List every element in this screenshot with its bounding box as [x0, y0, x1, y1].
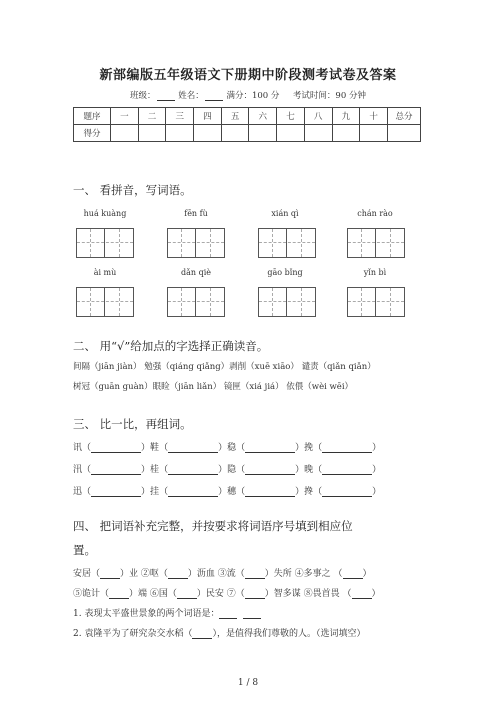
answer-blank[interactable]	[245, 589, 265, 599]
writing-grid[interactable]	[258, 287, 316, 317]
name-label: 姓名：	[178, 91, 204, 101]
idiom-line-2	[73, 586, 381, 599]
compare-char: 稳	[227, 443, 237, 453]
pinyin-label: chán rào	[357, 209, 393, 218]
score-cell[interactable]	[360, 125, 388, 142]
idiom-line-1	[73, 566, 372, 579]
reading-line-1: 间隔（jiān jiàn） 勉强（qiáng qiǎng）剥削（xuē xiāo） 谴责（qiǎn qiǎn）	[73, 362, 376, 372]
pinyin-label: huá kuàng	[83, 209, 127, 218]
section4-heading-cont: 置。	[73, 543, 96, 557]
score-header-cell: 题序	[74, 108, 111, 125]
compare-row: 迅（ ）挂（ ）穗（ ）搀（ ）	[73, 487, 382, 497]
pinyin-label: yǐn bì	[363, 268, 387, 277]
pinyin-label: ài mù	[93, 268, 117, 277]
answer-blank[interactable]	[322, 443, 372, 453]
answer-blank[interactable]	[322, 487, 372, 497]
answer-blank[interactable]	[100, 569, 120, 579]
exam-time: 考试时间：90 分钟	[292, 91, 366, 101]
question-2-text: 2. 袁隆平为了研究杂交水稻（	[73, 629, 193, 639]
idiom-text: ）沥血 ③流（	[187, 569, 245, 579]
name-blank	[205, 91, 223, 101]
answer-blank[interactable]	[91, 443, 141, 453]
score-cell[interactable]	[249, 125, 277, 142]
answer-blank[interactable]	[352, 589, 372, 599]
answer-blank[interactable]	[245, 569, 265, 579]
reading-line-2: 树冠（guān guàn）眼睑（jiān liǎn） 镜匣（xiá jiá） 依偎（wèi wēi）	[73, 382, 354, 392]
score-cell[interactable]	[304, 125, 332, 142]
pinyin-label: xián qì	[271, 209, 299, 218]
idiom-text: ）失所 ④多事之 （	[264, 569, 343, 579]
score-header-cell: 一	[111, 108, 139, 125]
answer-blank[interactable]	[168, 487, 218, 497]
compare-char: 桂	[150, 465, 160, 475]
writing-grid[interactable]	[167, 228, 225, 258]
score-table-header-row	[74, 108, 421, 125]
compare-char: 挂	[150, 487, 160, 497]
class-blank	[157, 91, 175, 101]
page-number: 1 / 8	[237, 678, 259, 688]
score-row-label: 得分	[74, 125, 111, 142]
question-2-text-end: ），是值得我们尊敬的人。（选词填空）	[212, 629, 366, 639]
score-cell[interactable]	[166, 125, 194, 142]
score-cell[interactable]	[138, 125, 166, 142]
compare-char: 讯	[73, 443, 83, 453]
score-header-cell: 二	[138, 108, 166, 125]
answer-blank[interactable]	[177, 589, 197, 599]
idiom-text: ）	[362, 569, 372, 579]
writing-grid[interactable]	[258, 228, 316, 258]
idiom-text: ）	[371, 589, 381, 599]
exam-info	[0, 89, 496, 101]
score-header-cell: 六	[249, 108, 277, 125]
idiom-text: ）民安 ⑦（	[196, 589, 245, 599]
compare-char: 穗	[227, 487, 237, 497]
answer-blank[interactable]	[91, 465, 141, 475]
score-header-cell: 四	[194, 108, 222, 125]
full-score: 满分：100 分	[226, 91, 280, 101]
idiom-text: ）智多谋 ⑧畏首畏 （	[264, 589, 352, 599]
score-cell[interactable]	[332, 125, 360, 142]
class-label: 班级：	[130, 91, 156, 101]
score-cell[interactable]	[111, 125, 139, 142]
question-1	[73, 606, 261, 619]
idiom-text: 安居（	[73, 569, 101, 579]
writing-grid[interactable]	[76, 228, 134, 258]
score-header-cell: 三	[166, 108, 194, 125]
answer-blank[interactable]	[322, 465, 372, 475]
compare-char: 晚	[304, 465, 314, 475]
score-header-cell: 九	[332, 108, 360, 125]
idiom-text: ）业 ②呕（	[120, 569, 168, 579]
idiom-text: ⑤诡计（	[73, 589, 110, 599]
score-header-cell: 八	[304, 108, 332, 125]
score-header-cell: 五	[221, 108, 249, 125]
question-1-text: 1. 表现太平盛世景象的两个词语是：	[73, 609, 220, 619]
compare-char: 鞋	[150, 443, 160, 453]
answer-blank[interactable]	[168, 569, 188, 579]
answer-blank[interactable]	[168, 443, 218, 453]
compare-char: 汛	[73, 465, 83, 475]
answer-blank[interactable]	[343, 569, 363, 579]
section3-heading: 三、 比一比，再组词。	[73, 417, 192, 431]
document-title: 新部编版五年级语文下册期中阶段测考试卷及答案	[99, 68, 397, 83]
answer-blank[interactable]	[245, 465, 295, 475]
answer-blank[interactable]	[168, 465, 218, 475]
answer-blank[interactable]	[245, 443, 295, 453]
compare-char: 挽	[304, 443, 314, 453]
compare-char: 搀	[304, 487, 314, 497]
writing-grid[interactable]	[347, 228, 405, 258]
section2-heading: 二、 用“√”给加点的字选择正确读音。	[73, 339, 269, 353]
question-2	[73, 626, 365, 639]
score-header-cell: 十	[360, 108, 388, 125]
compare-char: 隐	[227, 465, 237, 475]
section1-heading: 一、 看拼音，写词语。	[73, 183, 192, 197]
compare-row: 汛（ ）桂（ ）隐（ ）晚（ ）	[73, 465, 382, 475]
pinyin-label: dǎn qiè	[181, 268, 211, 277]
compare-row: 讯（ ）鞋（ ）稳（ ）挽（ ）	[73, 443, 382, 453]
pinyin-label: gāo bǐng	[267, 268, 303, 277]
idiom-text: ）端 ⑥国（	[129, 589, 177, 599]
answer-blank[interactable]	[219, 609, 237, 619]
answer-blank[interactable]	[243, 609, 261, 619]
writing-grid[interactable]	[167, 287, 225, 317]
score-cell[interactable]	[388, 125, 421, 142]
writing-grid[interactable]	[347, 287, 405, 317]
answer-blank[interactable]	[245, 487, 295, 497]
score-cell[interactable]	[194, 125, 222, 142]
compare-char: 迅	[73, 487, 83, 497]
pinyin-label: fēn fù	[184, 209, 208, 218]
score-table-score-row	[74, 125, 421, 142]
score-header-cell: 七	[277, 108, 305, 125]
answer-blank[interactable]	[91, 487, 141, 497]
score-header-cell: 总分	[388, 108, 421, 125]
answer-blank[interactable]	[109, 589, 129, 599]
answer-blank[interactable]	[192, 629, 212, 639]
score-cell[interactable]	[221, 125, 249, 142]
score-cell[interactable]	[277, 125, 305, 142]
section4-heading: 四、 把词语补充完整，并按要求将词语序号填到相应位	[73, 519, 353, 533]
writing-grid[interactable]	[76, 287, 134, 317]
score-table	[73, 107, 421, 142]
